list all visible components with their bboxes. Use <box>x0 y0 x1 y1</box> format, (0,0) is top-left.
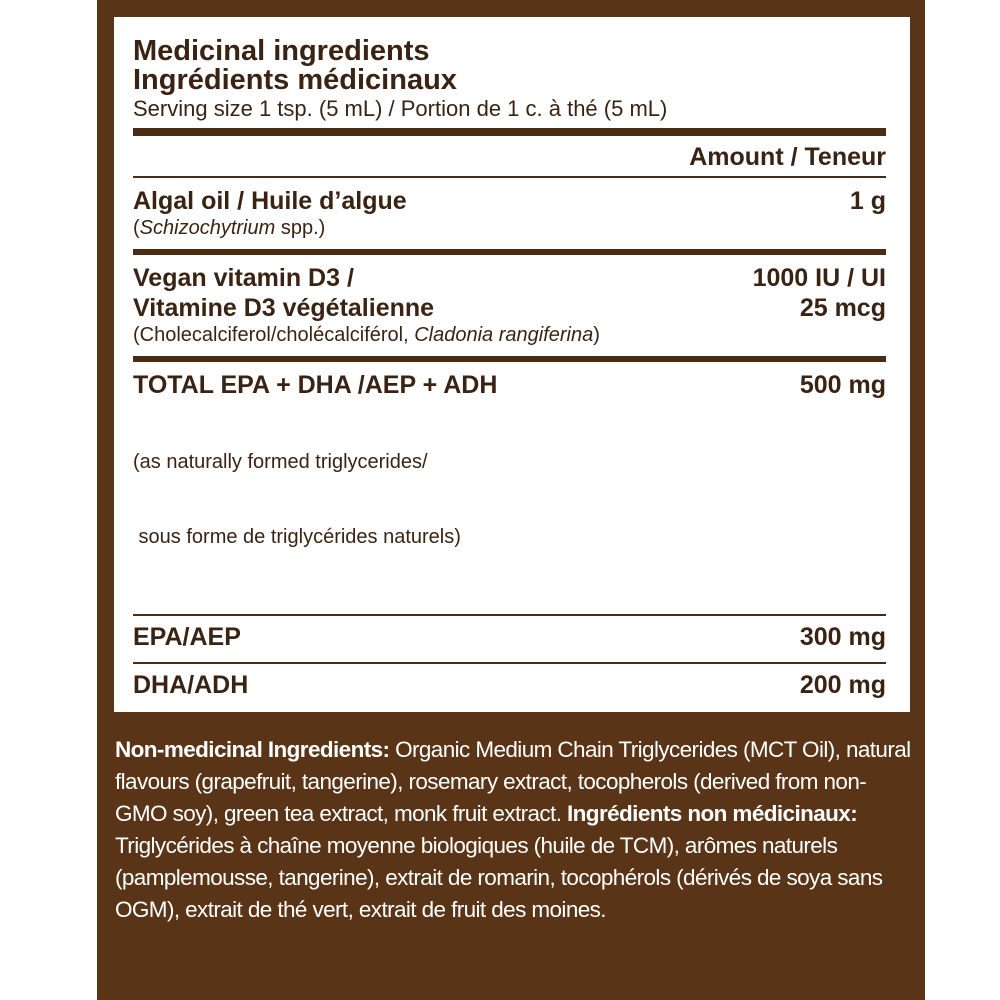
product-label <box>97 0 925 1000</box>
title-fr: Ingrédients médicinaux <box>133 64 457 96</box>
serving-size: Serving size 1 tsp. (5 mL) / Portion de 1 c. à thé (5 mL) <box>133 96 668 121</box>
ingredient-name: Vegan vitamin D3 / Vitamine D3 végétalienne <box>133 264 435 322</box>
ingredient-name: TOTAL EPA + DHA /AEP + ADH <box>133 371 498 399</box>
ingredient-vitamin-d3 <box>133 255 886 356</box>
ingredient-name: DHA/ADH <box>133 671 249 699</box>
ingredient-amount: 1 g <box>849 187 886 215</box>
title-en: Medicinal ingredients <box>133 35 430 67</box>
ingredient-dha <box>133 664 886 710</box>
divider <box>133 128 886 136</box>
ingredient-amount: 200 mg <box>799 671 886 699</box>
ingredient-source: (Schizochytrium spp.) <box>133 217 326 239</box>
non-medicinal-ingredients <box>115 734 913 926</box>
ingredient-amount: 300 mg <box>799 623 886 651</box>
ingredient-note: (as naturally formed triglycerides/ sous forme de triglycérides naturels) <box>133 451 461 548</box>
ingredient-source: (Cholecalciferol/cholécalciférol, Cladonia rangiferina) <box>133 324 600 346</box>
non-medicinal-label-fr: Ingrédients non médicinaux: <box>567 801 858 826</box>
ingredient-amount: 1000 IU / UI 25 mcg <box>752 264 886 322</box>
non-medicinal-text-en: Organic Medium Chain Triglycerides (MCT Oil), natural flavours (grapefruit, tangerine), rosemary extract, tocopherols (derived from non-GMO soy), green tea extract, monk fruit extract. <box>115 737 911 826</box>
ingredient-algal-oil <box>133 178 886 249</box>
non-medicinal-text-fr: Triglycérides à chaîne moyenne biologiques (huile de TCM), arômes naturels (pamplemousse, tangerine), extrait de romarin, tocophérols (dérivés de soya sans OGM), extrait de thé vert, extrait de fruit des moines. <box>115 833 883 922</box>
ingredient-epa <box>133 616 886 662</box>
ingredient-total-epa-dha <box>133 362 886 614</box>
amount-header: Amount / Teneur <box>689 143 886 171</box>
medicinal-ingredients-panel <box>114 17 910 712</box>
non-medicinal-label-en: Non-medicinal Ingredients: <box>115 737 390 762</box>
ingredient-amount: 500 mg <box>799 371 886 399</box>
ingredient-name: Algal oil / Huile d’algue <box>133 187 407 215</box>
ingredient-name: EPA/AEP <box>133 623 241 651</box>
